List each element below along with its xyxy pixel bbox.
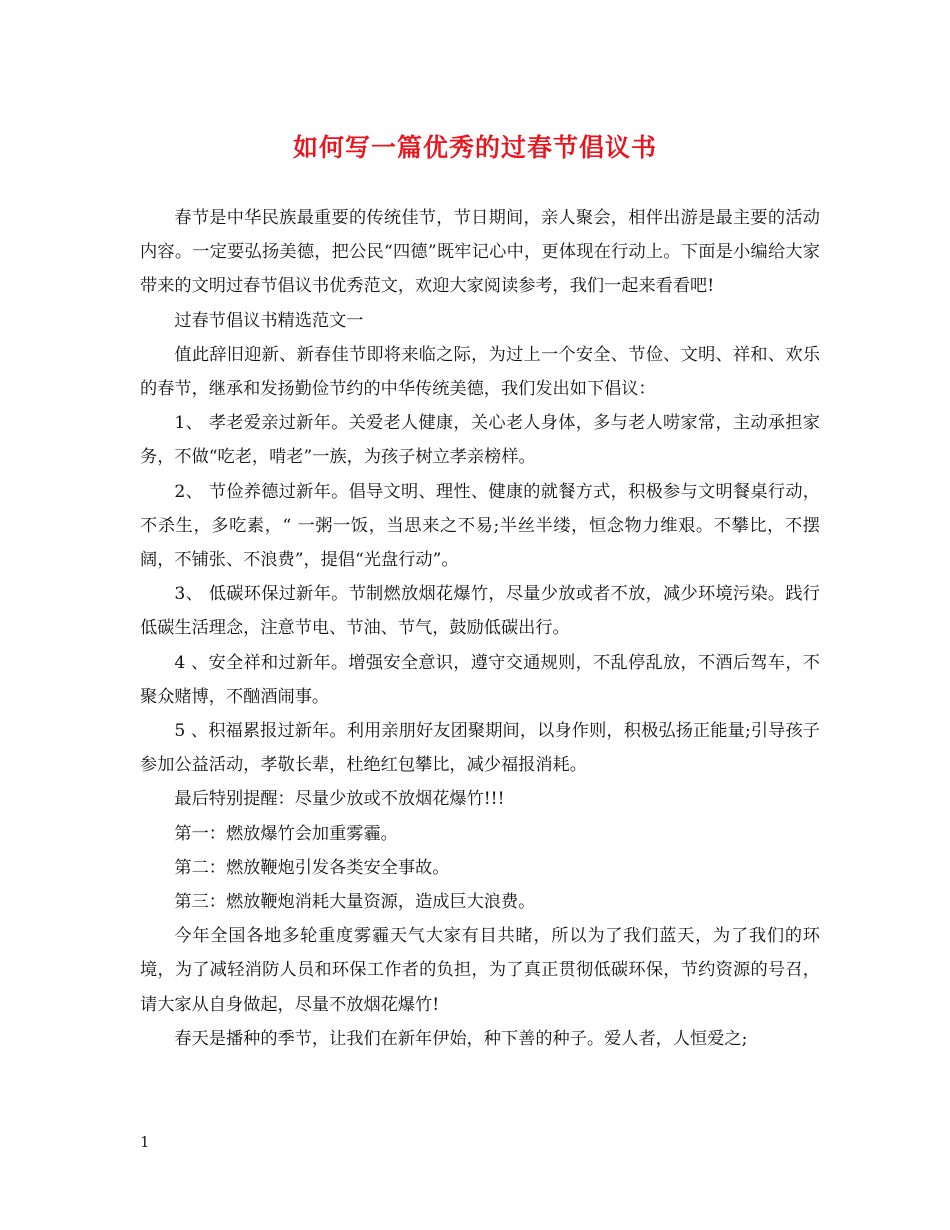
intro-paragraph: 春节是中华民族最重要的传统佳节，节日期间，亲人聚会，相伴出游是最主要的活动内容。一定要弘扬美德，把公民“四德”既牢记心中，更体现在行动上。下面是小编给大家带来的文明过春节倡议书优秀范文，欢迎大家阅读参考，我们一起来看看吧! xyxy=(140,208,820,297)
proposal-item-1: 1、 孝老爱亲过新年。关爱老人健康，关心老人身体，多与老人唠家常，主动承担家务，不做“吃老，啃老”一族，为孩子树立孝亲榜样。 xyxy=(140,413,820,468)
proposal-item-4: 4 、安全祥和过新年。增强安全意识，遵守交通规则，不乱停乱放，不酒后驾车，不聚众赌博，不酗酒闹事。 xyxy=(140,652,820,707)
proposal-item-2: 2、 节俭养德过新年。倡导文明、理性、健康的就餐方式，积极参与文明餐桌行动，不杀生，多吃素，“ 一粥一饭，当思来之不易;半丝半缕，恒念物力维艰。不攀比，不摆阔，不铺张、不浪费”，提倡“光盘行动”。 xyxy=(140,481,820,571)
section-heading: 过春节倡议书精选范文一 xyxy=(174,310,364,331)
proposal-item-5: 5 、积福累报过新年。利用亲朋好友团聚期间，以身作则，积极弘扬正能量;引导孩子参加公益活动，孝敬长辈，杜绝红包攀比，减少福报消耗。 xyxy=(140,721,820,776)
smog-paragraph: 今年全国各地多轮重度雾霾天气大家有目共睹，所以为了我们蓝天，为了我们的环境，为了减轻消防人员和环保工作者的负担，为了真正贯彻低碳环保，节约资源的号召，请大家从自身做起，尽量不放烟花爆竹! xyxy=(140,926,820,1015)
opening-paragraph: 值此辞旧迎新、新春佳节即将来临之际，为过上一个安全、节俭、文明、祥和、欢乐的春节，继承和发扬勤俭节约的中华传统美德，我们发出如下倡议： xyxy=(140,344,820,400)
reminder-point-3: 第三：燃放鞭炮消耗大量资源，造成巨大浪费。 xyxy=(174,892,536,913)
page-number: 1 xyxy=(140,1133,150,1151)
special-reminder: 最后特别提醒：尽量少放或不放烟花爆竹!!! xyxy=(174,789,505,810)
document-body xyxy=(140,201,820,1056)
document-title: 如何写一篇优秀的过春节倡议书 xyxy=(292,133,657,162)
reminder-point-1: 第一：燃放爆竹会加重雾霾。 xyxy=(174,823,398,844)
closing-paragraph: 春天是播种的季节，让我们在新年伊始，种下善的种子。爱人者，人恒爱之; xyxy=(174,1028,748,1049)
proposal-item-3: 3、 低碳环保过新年。节制燃放烟花爆竹，尽量少放或者不放，减少环境污染。践行低碳生活理念，注意节电、节油、节气，鼓励低碳出行。 xyxy=(140,584,820,639)
reminder-point-2: 第二：燃放鞭炮引发各类安全事故。 xyxy=(174,857,450,878)
